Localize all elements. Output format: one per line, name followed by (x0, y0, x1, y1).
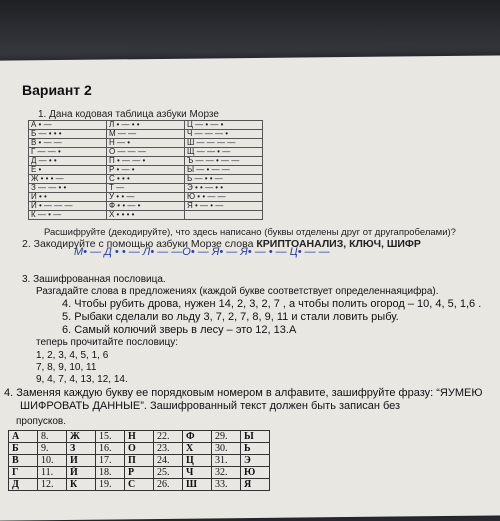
morse-cell: Т — (107, 184, 185, 193)
alphabet-cell: Ф (183, 431, 212, 443)
alphabet-cell: А (9, 431, 38, 443)
morse-cell: Э • • — • • (185, 184, 263, 193)
alphabet-row (9, 431, 270, 443)
alphabet-cell: Ш (183, 479, 212, 491)
morse-cell: Н — • (107, 139, 185, 148)
alphabet-cell: 10. (38, 455, 67, 467)
alphabet-cell: 18. (96, 467, 125, 479)
morse-cell: Ъ — — • — — (185, 157, 263, 166)
task4-line-3: пропусков. (16, 416, 66, 427)
morse-cell: Ю • • — — (185, 193, 263, 202)
alphabet-cell: К (67, 479, 96, 491)
alphabet-cell: Б (9, 443, 38, 455)
alphabet-cell: Д (9, 479, 38, 491)
alphabet-row (9, 443, 270, 455)
morse-cell: П • — — • (107, 157, 185, 166)
alphabet-cell: Х (183, 443, 212, 455)
morse-cell: Г — — • (29, 148, 107, 157)
alphabet-cell: 19. (96, 479, 125, 491)
morse-cell: Ц — • — • (185, 121, 263, 130)
alphabet-cell: 11. (38, 467, 67, 479)
alphabet-number-table (8, 430, 270, 491)
morse-cell: Ь — • • — (185, 175, 263, 184)
alphabet-cell: 17. (96, 455, 125, 467)
morse-cell: С • • • (107, 175, 185, 184)
morse-cell: К — • — (29, 211, 107, 220)
alphabet-cell: Я (241, 479, 270, 491)
decode-instruction: Расшифруйте (декодируйте), что здесь написано (буквы отделены друг от другапробелами)? (44, 227, 456, 238)
morse-code-table (28, 120, 263, 220)
alphabet-row (9, 479, 270, 491)
morse-cell: У • • — (107, 193, 185, 202)
sequence-1: 1, 2, 3, 4, 5, 1, 6 (36, 350, 109, 361)
morse-cell: Ж • • • — (29, 175, 107, 184)
alphabet-cell: 15. (96, 431, 125, 443)
alphabet-cell: 22. (154, 431, 183, 443)
morse-cell: Ы — • — — (185, 166, 263, 175)
alphabet-cell: З (67, 443, 96, 455)
morse-cell: Я • — • — (185, 202, 263, 211)
variant-title: Вариант 2 (22, 82, 92, 98)
alphabet-cell: Ь (241, 443, 270, 455)
alphabet-cell: 9. (38, 443, 67, 455)
alphabet-cell: Ж (67, 431, 96, 443)
alphabet-cell: Ц (183, 455, 212, 467)
handwritten-answer: М• — Д • • — Л• — —О• — Я• — Я• — • — Ц• — — (74, 246, 330, 258)
alphabet-cell: 32. (212, 467, 241, 479)
task4-line-2: ШИФРОВАТЬ ДАННЫЕ”. Зашифрованный текст должен быть записан без (20, 400, 401, 412)
morse-cell: Й • — — — (29, 202, 107, 211)
alphabet-cell: 24. (154, 455, 183, 467)
alphabet-row (9, 455, 270, 467)
morse-cell: О — — — (107, 148, 185, 157)
morse-cell: И • • (29, 193, 107, 202)
alphabet-cell: 12. (38, 479, 67, 491)
morse-cell (185, 211, 263, 220)
morse-cell: А • — (29, 121, 107, 130)
alphabet-cell: 8. (38, 431, 67, 443)
sequence-2: 7, 8, 9, 10, 11 (36, 362, 97, 373)
item-6: 6. Самый колючий зверь в лесу – это 12, 13.А (62, 324, 297, 336)
alphabet-cell: Ю (241, 467, 270, 479)
morse-cell: В • — — (29, 139, 107, 148)
alphabet-cell: В (9, 455, 38, 467)
alphabet-cell: 30. (212, 443, 241, 455)
morse-cell: З — — • • (29, 184, 107, 193)
morse-cell: Щ — — • — (185, 148, 263, 157)
task3-desc: Разгадайте слова в предложениях (каждой букве соответствует определеннаяцифра). (36, 286, 439, 297)
morse-row (29, 202, 263, 211)
morse-cell: Д — • • (29, 157, 107, 166)
morse-row (29, 211, 263, 220)
morse-cell: Ч — — — • (185, 130, 263, 139)
alphabet-cell: 26. (154, 479, 183, 491)
morse-cell: Ф • • — • (107, 202, 185, 211)
morse-row (29, 184, 263, 193)
alphabet-cell: 31. (212, 455, 241, 467)
alphabet-row (9, 467, 270, 479)
task4-line-1: 4. Заменяя каждую букву ее порядковым номером в алфавите, зашифруйте фразу: “ЯУМЕЮ (4, 387, 483, 399)
read-prompt: теперь прочитайте пословицу: (36, 337, 178, 348)
alphabet-cell: О (125, 443, 154, 455)
task1-intro: 1. Дана кодовая таблица азбуки Морзе (38, 109, 219, 120)
morse-cell: Б — • • • (29, 130, 107, 139)
morse-cell: Л • — • • (107, 121, 185, 130)
alphabet-cell: С (125, 479, 154, 491)
morse-cell: Р • — • (107, 166, 185, 175)
alphabet-cell: Г (9, 467, 38, 479)
task2-words: КРИПТОАНАЛИЗ, КЛЮЧ, ШИФР (256, 238, 421, 250)
alphabet-cell: П (125, 455, 154, 467)
alphabet-cell: 33. (212, 479, 241, 491)
alphabet-cell: Ы (241, 431, 270, 443)
morse-cell: М — — (107, 130, 185, 139)
alphabet-cell: Н (125, 431, 154, 443)
item-5: 5. Рыбаки сделали во льду 3, 7, 2, 7, 8, 9, 11 и стали ловить рыбу. (62, 311, 399, 323)
morse-cell: Ш — — — — (185, 139, 263, 148)
alphabet-cell: Ч (183, 467, 212, 479)
task2-label: 2. Закодируйте с помощью азбуки Морзе слова (22, 238, 254, 250)
task3-title: 3. Зашифрованная пословица. (22, 274, 166, 285)
alphabet-cell: Й (67, 467, 96, 479)
morse-cell: Х • • • • (107, 211, 185, 220)
alphabet-cell: 23. (154, 443, 183, 455)
alphabet-cell: Р (125, 467, 154, 479)
sequence-3: 9, 4, 7, 4, 13, 12, 14. (36, 374, 128, 385)
alphabet-cell: 29. (212, 431, 241, 443)
alphabet-cell: 25. (154, 467, 183, 479)
alphabet-cell: Э (241, 455, 270, 467)
alphabet-cell: И (67, 455, 96, 467)
alphabet-cell: 16. (96, 443, 125, 455)
morse-cell: Е • (29, 166, 107, 175)
item-4: 4. Чтобы рубить дрова, нужен 14, 2, 3, 2, 7 , а чтобы полить огород – 10, 4, 5, 1,6 . (62, 298, 482, 310)
